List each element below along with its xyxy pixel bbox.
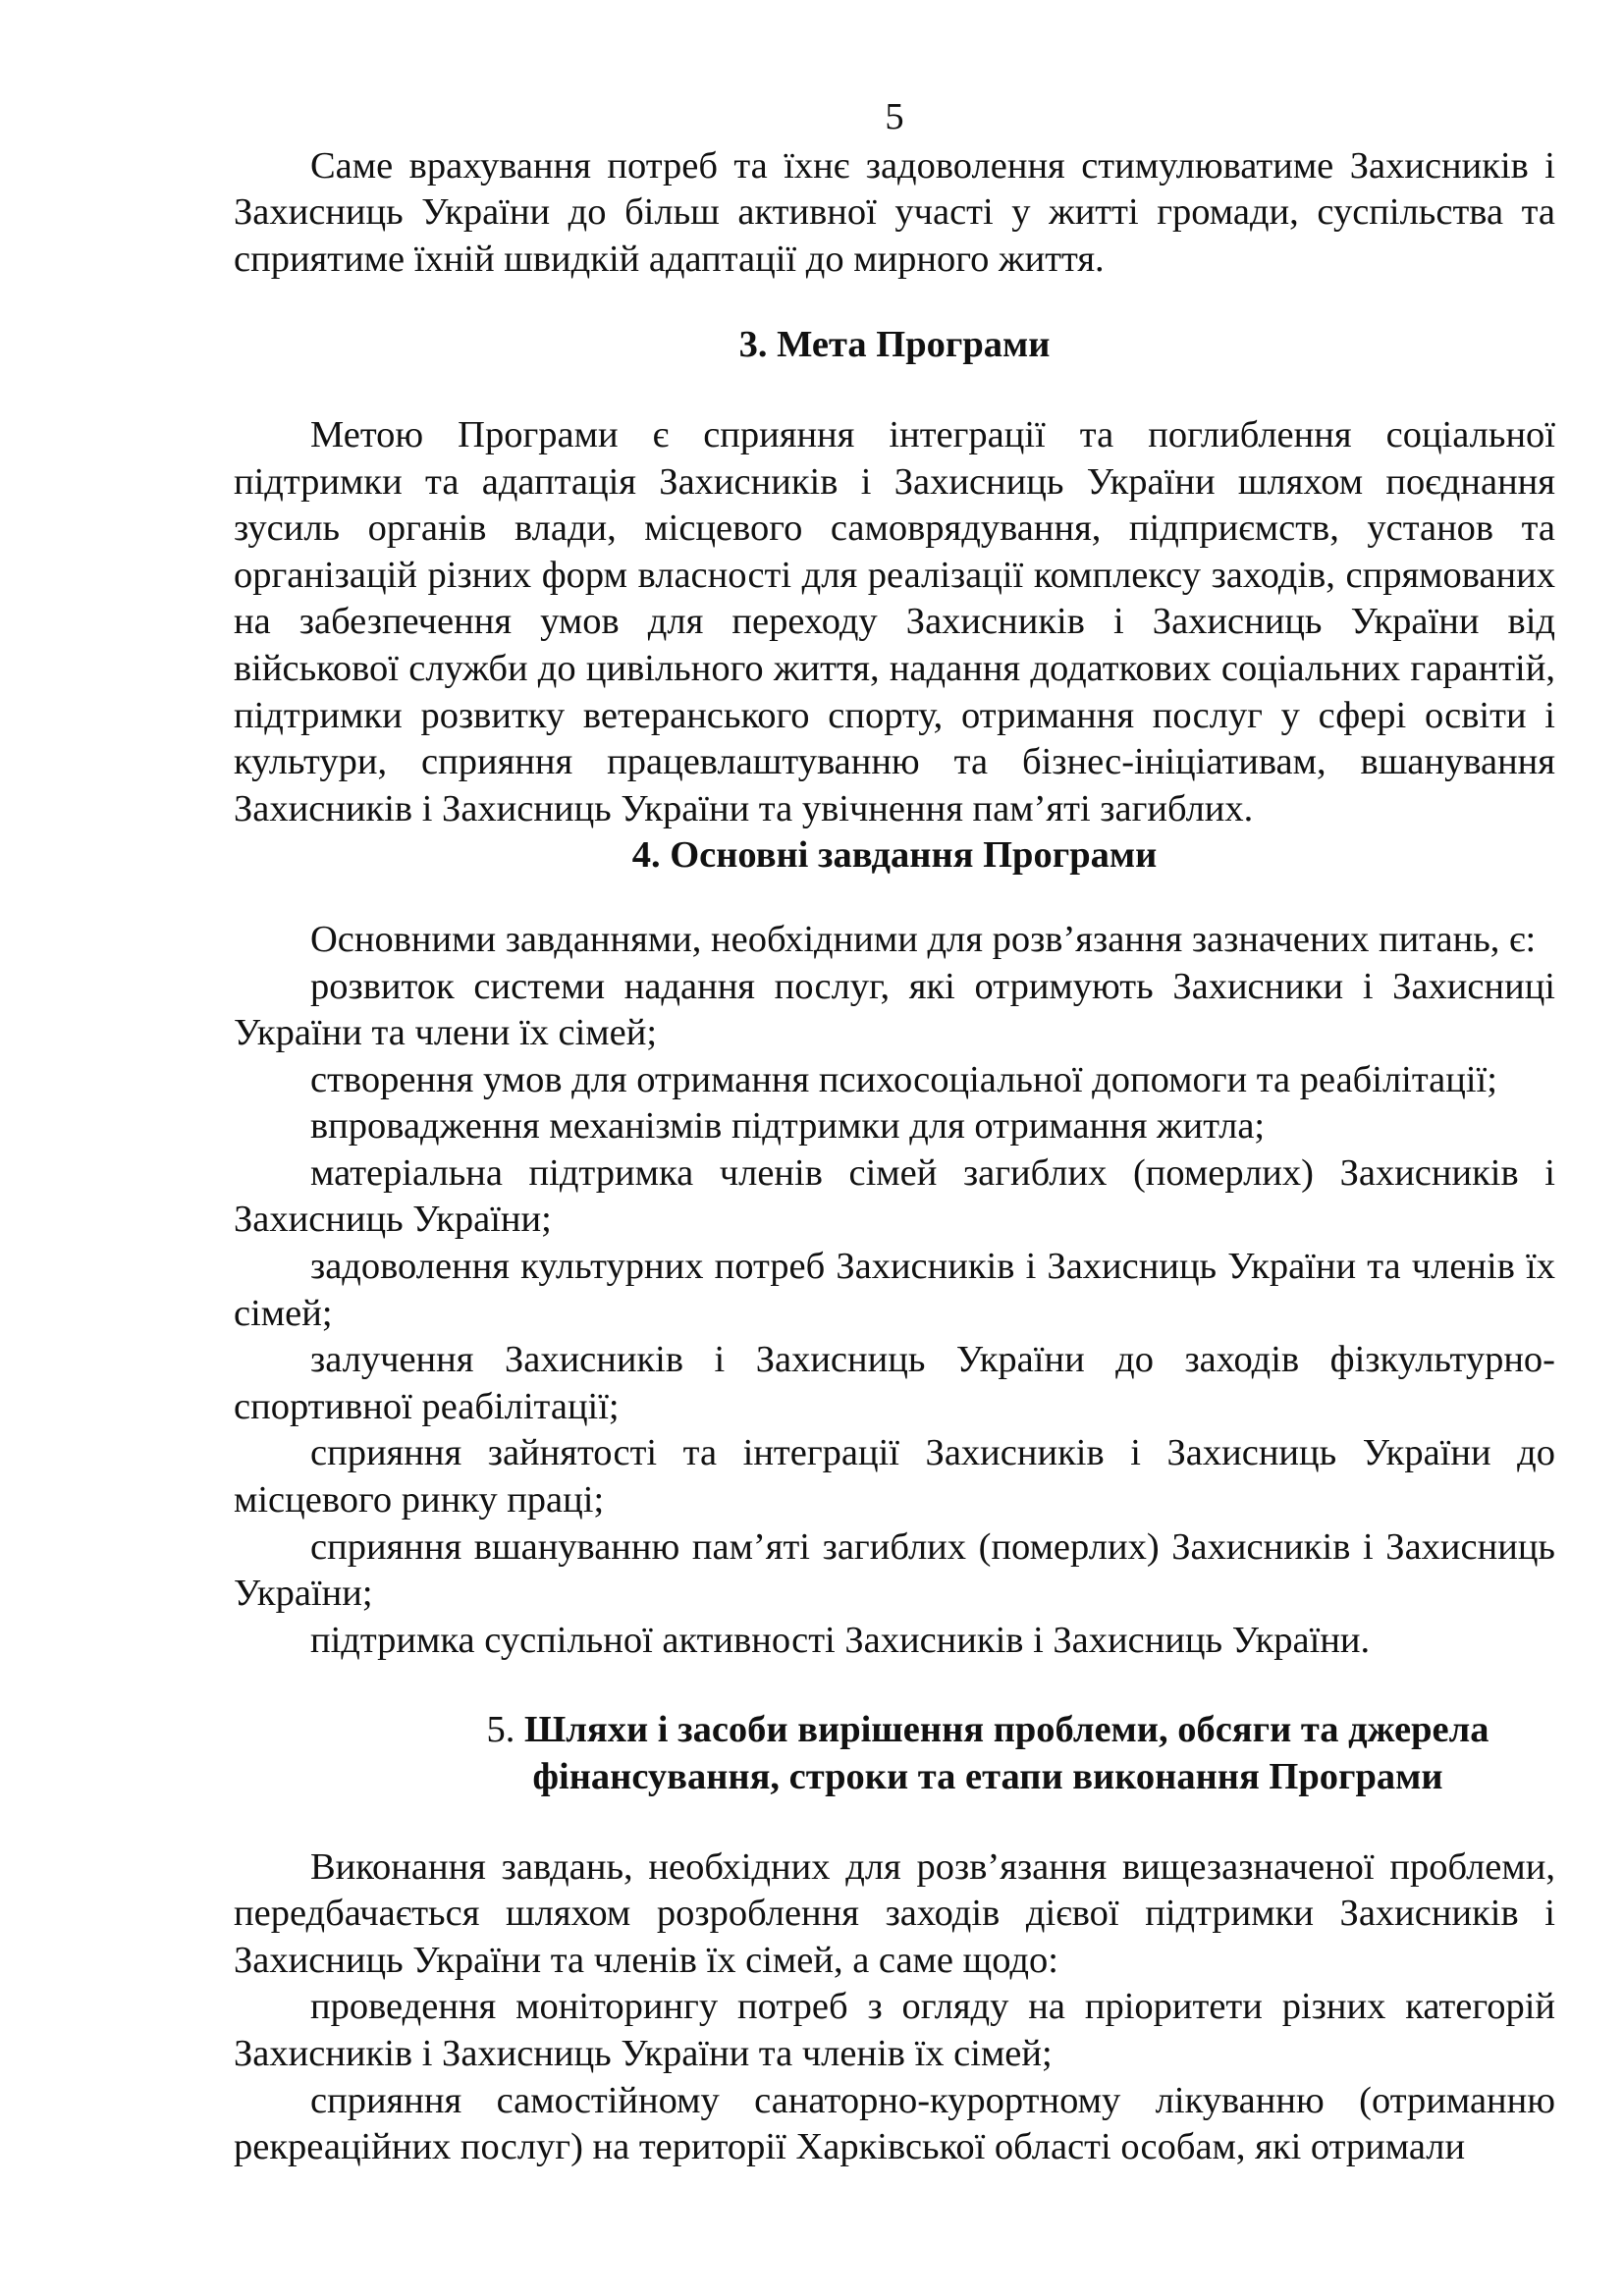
list-item: підтримка суспільної активності Захисників і Захисниць України. <box>310 1619 1371 1661</box>
section-5-title-line-1: Шляхи і засоби вирішення проблеми, обсяги та джерела <box>524 1709 1489 1751</box>
section-5-heading-line-1 <box>420 1707 1555 1754</box>
tasks-list <box>234 964 1555 1665</box>
section-4-lead: Основними завданнями, необхідними для розв’язання зазначених питань, є: <box>310 918 1537 960</box>
spacer <box>234 880 1555 917</box>
list-item: сприяння вшануванню пам’яті загиблих (померлих) Захисників і Захисниць України; <box>234 1525 1555 1615</box>
section-5-heading <box>234 1707 1555 1800</box>
section-5-paragraph: Виконання завдань, необхідних для розв’язання вищезазначеної проблеми, передбачається шляхом розроблення заходів дієвої підтримки Захисників і Захисниць України та членів їх сімей, а саме щодо: <box>234 1845 1555 1981</box>
section-4-heading: 4. Основні завдання Програми <box>631 834 1158 877</box>
list-item: матеріальна підтримка членів сімей загиблих (померлих) Захисників і Захисниць України; <box>234 1151 1555 1241</box>
section-5-paragraph: проведення моніторингу потреб з огляду на пріоритети різних категорій Захисників і Захисниць України та членів їх сімей; <box>234 1986 1555 2074</box>
section-3-heading: 3. Мета Програми <box>738 324 1051 366</box>
list-item: розвиток системи надання послуг, які отримують Захисники і Захисниці України та члени їх сімей; <box>234 965 1555 1054</box>
list-item: створення умов для отримання психосоціальної допомоги та реабілітації; <box>310 1058 1497 1100</box>
section-5-number: 5. <box>486 1709 515 1751</box>
list-item: залучення Захисників і Захисниць України до заходів фізкультурно-спортивної реабілітації; <box>234 1339 1555 1427</box>
list-item: сприяння зайнятості та інтеграції Захисників і Захисниць України до місцевого ринку праці; <box>234 1432 1555 1522</box>
spacer <box>234 369 1555 412</box>
document-page <box>234 94 1555 2171</box>
section-5-title-line-2: фінансування, строки та етапи виконання Програми <box>532 1756 1443 1797</box>
section-5-paragraph: сприяння самостійному санаторно-курортному лікуванню (отриманню рекреаційних послуг) на території Харківської області особам, які отримали <box>234 2079 1555 2168</box>
page-number: 5 <box>885 96 904 137</box>
list-item: впровадження механізмів підтримки для отримання житла; <box>310 1105 1266 1148</box>
spacer <box>234 1801 1555 1844</box>
intro-paragraph: Саме врахування потреб та їхнє задоволення стимулюватиме Захисників і Захисниць України до більш активної участі у житті громади, суспільства та сприятиме їхній швидкій адаптації до мирного життя. <box>234 144 1555 280</box>
spacer <box>234 1664 1555 1707</box>
spacer <box>234 283 1555 322</box>
list-item: задоволення культурних потреб Захисників і Захисниць України та членів їх сімей; <box>234 1246 1555 1334</box>
section-3-paragraph: Метою Програми є сприяння інтеграції та поглиблення соціальної підтримки та адаптація Захисників і Захисниць України шляхом поєднання зусиль органів влади, місцевого самоврядування, підприємств, установ та організацій різних форм власності для реалізації комплексу заходів, спрямованих на забезпечення умов для переходу Захисників і Захисниць України від військової служби до цивільного життя, надання додаткових соціальних гарантій, підтримки розвитку ветеранського спорту, отримання послуг у сфері освіти і культури, сприяння працевлаштуванню та бізнес-ініціативам, вшанування Захисників і Захисниць України та увічнення пам’яті загиблих. <box>234 413 1555 829</box>
